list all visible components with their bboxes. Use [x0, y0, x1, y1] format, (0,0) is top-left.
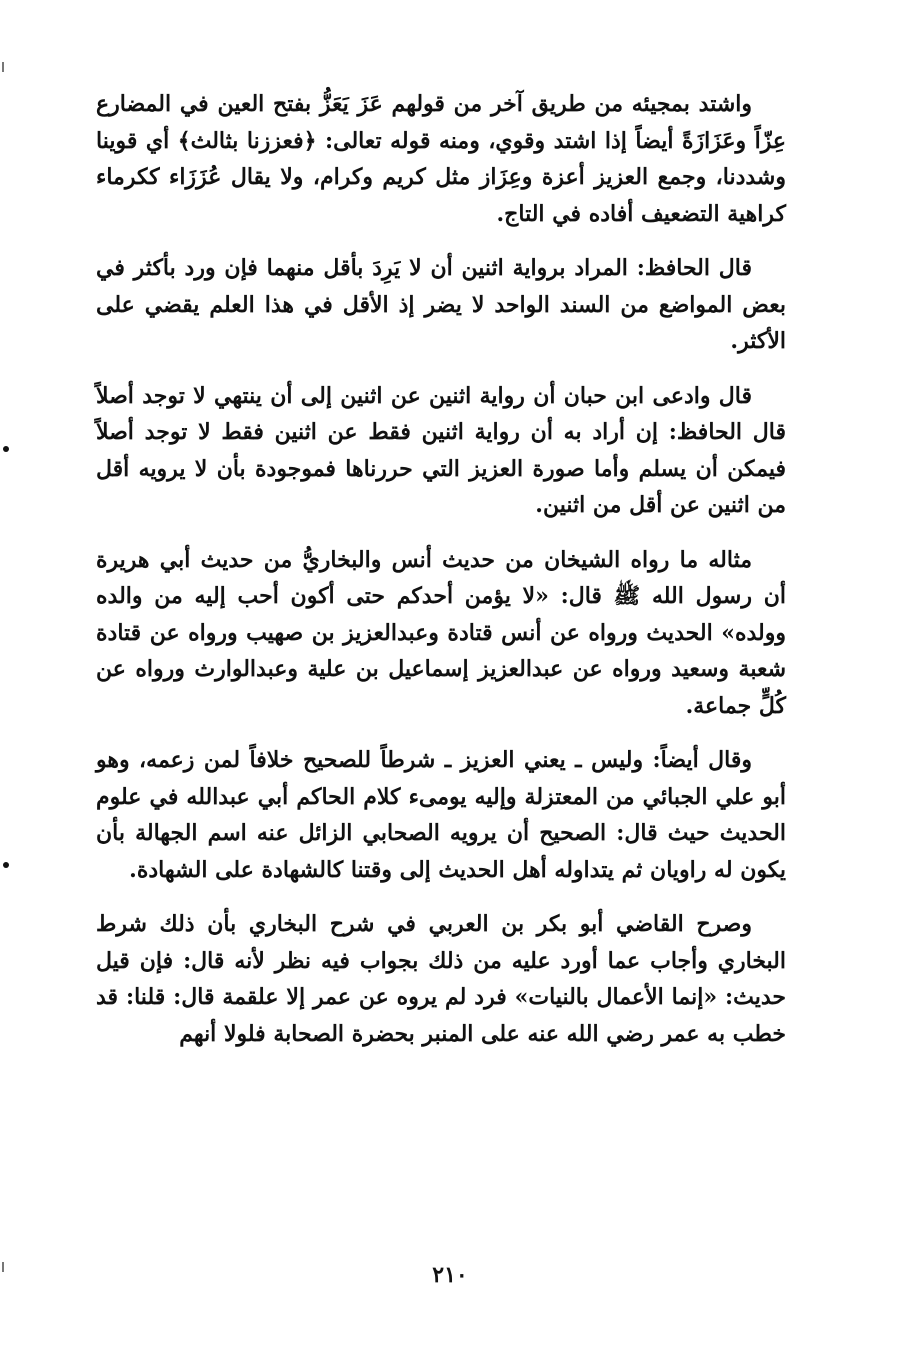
paragraph: وقال أيضاً: وليس ـ يعني العزيز ـ شرطاً للصحيح خلافاً لمن زعمه، وهو أبو علي الجبائي من المعتزلة وإليه يومىء كلام الحاكم أبي عبدالله في علوم الحديث حيث قال: الصحيح أن يرويه الصحابي الزائل عنه اسم الجهالة بأن يكون له راويان ثم يتداوله أهل الحديث إلى وقتنا كالشهادة على الشهادة. [96, 747, 786, 883]
paragraph: مثاله ما رواه الشيخان من حديث أنس والبخاريُّ من حديث أبي هريرة أن رسول الله ﷺ قال: «لا يؤمن أحدكم حتى أكون أحب إليه من والده وولده» الحديث ورواه عن أنس قتادة وعبدالعزيز بن صهيب ورواه عن قتادة شعبة وسعيد ورواه عن عبدالعزيز إسماعيل بن علية وعبدالوارث ورواه عن كُلٍّ جماعة. [96, 546, 787, 719]
paragraph: وصرح القاضي أبو بكر بن العربي في شرح البخاري بأن ذلك شرط البخاري وأجاب عما أورد عليه من ذلك بجواب فيه نظر لأنه قال: فإن قيل حديث: «إنما الأعمال بالنيات» فرد لم يروه عن عمر إلا علقمة قال: قلنا: قد خطب به عمر رضي الله عنه على المنبر بحضرة الصحابة فلولا أنهم [96, 911, 786, 1047]
paragraph: قال وادعى ابن حبان أن رواية اثنين عن اثنين إلى أن ينتهي لا توجد أصلاً قال الحافظ: إن أراد به أن رواية اثنين فقط عن اثنين فقط لا توجد أصلاً فيمكن أن يسلم وأما صورة العزيز التي حررناها فموجودة بأن لا يرويه أقل من اثنين عن أقل من اثنين. [96, 382, 786, 518]
margin-dot [3, 862, 9, 868]
page-number: ٢١٠ [432, 1262, 468, 1288]
paragraph: قال الحافظ: المراد برواية اثنين أن لا يَرِدَ بأقل منهما فإن ورد بأكثر في بعض المواضع من السند الواحد لا يضر إذ الأقل في هذا العلم يقضي على الأكثر. [96, 255, 786, 354]
scan-edge-mark [2, 62, 4, 72]
paragraph: واشتد بمجيئه من طريق آخر من قولهم عَزَ يَعَزُّ بفتح العين في المضارع عِزّاً وعَزَازَةً أيضاً إذا اشتد وقوي، ومنه قوله تعالى: ﴿فعززنا بثالث﴾ أي قوينا وشددنا، وجمع العزيز أعزة وعِزَاز مثل كريم وكرام، ولا يقال عُزَزَاء ككرماء كراهية التضعيف أفاده في التاج. [96, 91, 786, 227]
body-text [96, 86, 786, 1070]
margin-dot [3, 446, 9, 452]
